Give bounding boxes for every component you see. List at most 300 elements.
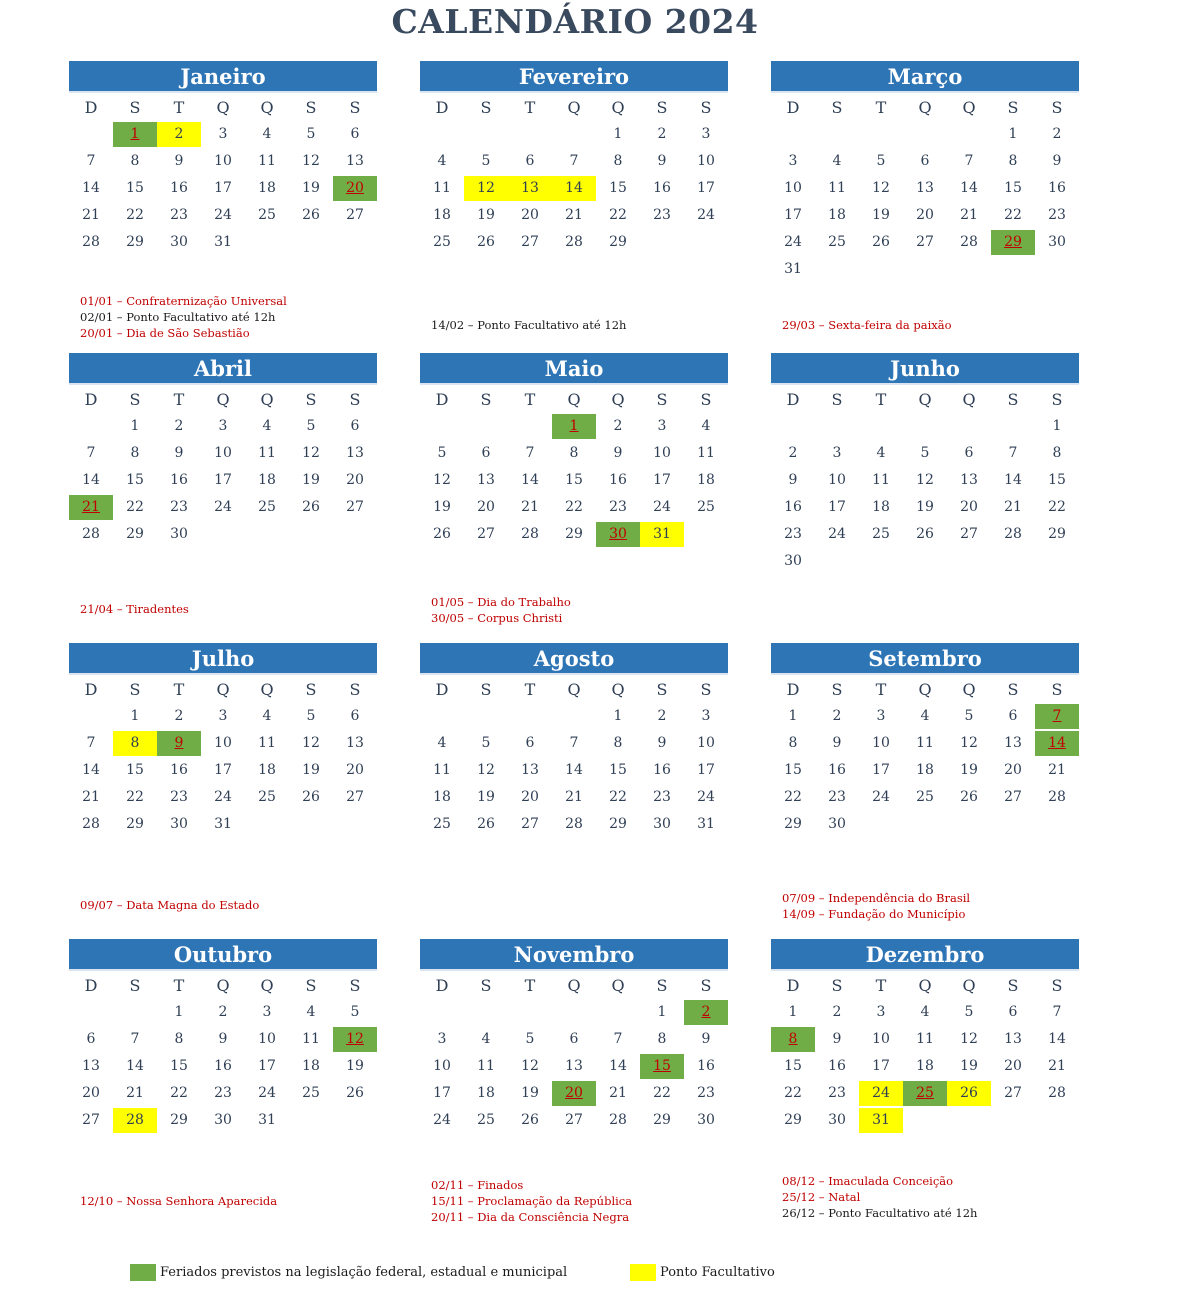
week-row [420,757,728,784]
day-cell: 28 [82,234,100,250]
day-cell: 19 [960,762,978,778]
weekday-label: Q [216,680,230,699]
day-cell: 27 [346,499,364,515]
weekday-label: T [173,680,185,699]
holiday-note: 14/02 – Ponto Facultativo até 12h [431,318,627,332]
holiday-note: 14/09 – Fundação do Município [782,907,966,921]
day-cell: 9 [788,472,798,488]
day-cell: 14 [126,1058,144,1074]
weekday-label: Q [918,680,932,699]
day-cell: 22 [565,499,583,515]
day-cell: 21 [521,499,539,515]
day-cell: 21 [565,789,583,805]
weekday-label: S [700,976,712,995]
empty-cell [289,522,333,547]
week-row [420,494,728,521]
empty-cell [859,812,903,837]
week-row [69,413,377,440]
day-cell: 5 [525,1031,535,1047]
day-cell: 27 [346,789,364,805]
day-cell: 27 [1004,1085,1022,1101]
day-cell: 14 [521,472,539,488]
day-cell: 16 [170,472,188,488]
weekday-header-row [69,386,377,413]
month-days [69,386,377,548]
day-cell: 17 [433,1085,451,1101]
day-cell: 29 [565,526,583,542]
day-cell: 23 [653,789,671,805]
day-cell: 7 [86,735,96,751]
day-cell: 4 [701,418,711,434]
week-row [420,521,728,548]
empty-cell [991,812,1035,837]
day-cell: 1 [130,708,140,724]
empty-cell [245,812,289,837]
holiday-day: 30 [596,522,640,547]
day-cell: 29 [784,816,802,832]
day-cell: 29 [126,234,144,250]
day-cell: 16 [697,1058,715,1074]
day-cell: 25 [258,789,276,805]
week-row [69,1107,377,1134]
weekday-label: Q [611,98,625,117]
day-cell: 9 [613,445,623,461]
day-cell: 28 [82,816,100,832]
day-cell: 25 [258,499,276,515]
holiday-day: 1 [113,122,157,147]
weekday-label: S [129,976,141,995]
day-cell: 20 [1004,1058,1022,1074]
empty-cell [903,549,947,574]
holiday-note: 07/09 – Independência do Brasil [782,891,971,905]
day-cell: 11 [302,1031,320,1047]
weekday-label: D [84,390,98,409]
weekday-label: S [129,680,141,699]
weekday-label: T [524,976,536,995]
day-cell: 8 [613,153,623,169]
week-row [771,494,1079,521]
day-cell: 10 [784,180,802,196]
week-row [420,1026,728,1053]
holiday-note: 08/12 – Imaculada Conceição [782,1174,954,1188]
month-days [420,676,728,838]
holiday-note: 01/05 – Dia do Trabalho [431,595,571,609]
empty-cell [815,257,859,282]
day-cell: 2 [218,1004,228,1020]
day-cell: 13 [565,1058,583,1074]
day-cell: 25 [477,1112,495,1128]
empty-cell [552,1000,596,1025]
week-row [771,440,1079,467]
holiday-day: 20 [333,176,377,201]
month-header: Dezembro [771,939,1079,969]
day-cell: 13 [916,180,934,196]
day-cell: 1 [788,1004,798,1020]
month-days [420,386,728,548]
empty-cell [596,1000,640,1025]
day-cell: 6 [525,153,535,169]
day-cell: 26 [916,526,934,542]
day-cell: 8 [657,1031,667,1047]
day-cell: 25 [697,499,715,515]
day-cell: 22 [1048,499,1066,515]
day-cell: 15 [609,180,627,196]
weekday-label: Q [567,390,581,409]
weekday-label: D [435,680,449,699]
weekday-label: Q [260,98,274,117]
week-row [771,730,1079,757]
weekday-label: Q [918,98,932,117]
week-row [771,121,1079,148]
day-cell: 1 [174,1004,184,1020]
month-header: Junho [771,353,1079,383]
day-cell: 22 [784,789,802,805]
week-row [69,202,377,229]
day-cell: 21 [565,207,583,223]
day-cell: 13 [1004,735,1022,751]
day-cell: 22 [609,207,627,223]
day-cell: 28 [960,234,978,250]
empty-cell [640,230,684,255]
holiday-day: 21 [69,495,113,520]
weekday-label: S [1007,98,1019,117]
day-cell: 29 [1048,526,1066,542]
weekday-label: D [435,390,449,409]
empty-cell [1035,1108,1079,1133]
weekday-label: D [786,390,800,409]
month-notes [782,890,1102,922]
holiday-note: 29/03 – Sexta-feira da paixão [782,318,952,332]
weekday-label: D [435,98,449,117]
weekday-label: D [84,976,98,995]
holiday-day: 9 [157,731,201,756]
day-cell: 22 [653,1085,671,1101]
month-junho [771,353,1079,575]
weekday-label: Q [567,680,581,699]
week-row [771,229,1079,256]
day-cell: 14 [82,762,100,778]
month-novembro [420,939,728,1134]
day-cell: 5 [964,708,974,724]
day-cell: 8 [569,445,579,461]
day-cell: 17 [258,1058,276,1074]
day-cell: 28 [1004,526,1022,542]
empty-cell [464,1000,508,1025]
day-cell: 15 [565,472,583,488]
day-cell: 18 [433,207,451,223]
weekday-header-row [420,94,728,121]
day-cell: 28 [609,1112,627,1128]
day-cell: 9 [832,735,842,751]
empty-cell [903,122,947,147]
month-header: Março [771,61,1079,91]
holiday-day: 7 [1035,704,1079,729]
week-row [771,256,1079,283]
month-notes [782,317,1102,333]
month-header: Julho [69,643,377,673]
day-cell: 31 [784,261,802,277]
day-cell: 23 [170,207,188,223]
day-cell: 5 [481,153,491,169]
holiday-note: 30/05 – Corpus Christi [431,611,563,625]
day-cell: 10 [433,1058,451,1074]
month-days [69,94,377,256]
weekday-label: Q [260,390,274,409]
empty-cell [684,522,728,547]
empty-cell [245,230,289,255]
day-cell: 11 [258,153,276,169]
month-header: Maio [420,353,728,383]
weekday-header-row [771,972,1079,999]
day-cell: 5 [306,418,316,434]
day-cell: 18 [916,762,934,778]
week-row [420,730,728,757]
day-cell: 17 [653,472,671,488]
optional-day: 8 [113,731,157,756]
day-cell: 2 [174,418,184,434]
day-cell: 2 [657,126,667,142]
week-row [420,1107,728,1134]
day-cell: 9 [1052,153,1062,169]
day-cell: 15 [1004,180,1022,196]
day-cell: 28 [1048,1085,1066,1101]
day-cell: 5 [306,126,316,142]
day-cell: 20 [82,1085,100,1101]
day-cell: 8 [1008,153,1018,169]
day-cell: 29 [784,1112,802,1128]
week-row [771,811,1079,838]
day-cell: 30 [697,1112,715,1128]
holiday-note: 12/10 – Nossa Senhora Aparecida [80,1194,278,1208]
weekday-label: S [305,680,317,699]
day-cell: 2 [832,708,842,724]
legend-ponto-label: Ponto Facultativo [660,1264,775,1280]
month-julho [69,643,377,838]
empty-cell [859,414,903,439]
week-row [771,548,1079,575]
day-cell: 4 [262,418,272,434]
weekday-label: S [831,98,843,117]
month-days [420,972,728,1134]
empty-cell [420,122,464,147]
day-cell: 24 [828,526,846,542]
day-cell: 15 [784,762,802,778]
empty-cell [947,549,991,574]
day-cell: 3 [262,1004,272,1020]
day-cell: 4 [876,445,886,461]
weekday-label: S [129,390,141,409]
day-cell: 16 [828,762,846,778]
month-days [771,94,1079,283]
day-cell: 22 [126,207,144,223]
empty-cell [991,414,1035,439]
day-cell: 12 [960,1031,978,1047]
day-cell: 3 [218,708,228,724]
day-cell: 19 [433,499,451,515]
day-cell: 19 [477,789,495,805]
day-cell: 4 [832,153,842,169]
weekday-label: T [875,680,887,699]
optional-day: 31 [640,522,684,547]
empty-cell [113,1000,157,1025]
day-cell: 7 [86,445,96,461]
day-cell: 18 [258,472,276,488]
holiday-day: 2 [684,1000,728,1025]
weekday-label: Q [918,390,932,409]
empty-cell [947,812,991,837]
empty-cell [201,522,245,547]
day-cell: 20 [521,207,539,223]
day-cell: 24 [697,207,715,223]
day-cell: 14 [82,180,100,196]
day-cell: 11 [872,472,890,488]
day-cell: 30 [828,816,846,832]
weekday-label: Q [611,680,625,699]
week-row [69,229,377,256]
day-cell: 22 [784,1085,802,1101]
empty-cell [991,1108,1035,1133]
day-cell: 20 [916,207,934,223]
day-cell: 6 [1008,708,1018,724]
weekday-label: Q [962,680,976,699]
empty-cell [903,257,947,282]
empty-cell [289,812,333,837]
empty-cell [420,1000,464,1025]
day-cell: 25 [302,1085,320,1101]
month-notes [80,293,400,341]
month-notes [80,601,400,617]
week-row [69,757,377,784]
day-cell: 11 [697,445,715,461]
day-cell: 11 [916,735,934,751]
day-cell: 16 [170,762,188,778]
day-cell: 12 [302,445,320,461]
weekday-label: S [349,98,361,117]
month-notes [431,1177,751,1225]
empty-cell [289,1108,333,1133]
day-cell: 19 [346,1058,364,1074]
day-cell: 19 [916,499,934,515]
day-cell: 17 [828,499,846,515]
day-cell: 18 [872,499,890,515]
day-cell: 6 [86,1031,96,1047]
day-cell: 18 [828,207,846,223]
month-header: Setembro [771,643,1079,673]
optional-day: 26 [947,1081,991,1106]
weekday-label: S [656,98,668,117]
week-row [69,784,377,811]
day-cell: 7 [86,153,96,169]
optional-day: 12 [464,176,508,201]
day-cell: 4 [920,708,930,724]
day-cell: 13 [477,472,495,488]
day-cell: 11 [433,180,451,196]
day-cell: 8 [130,153,140,169]
day-cell: 7 [569,153,579,169]
empty-cell [333,230,377,255]
day-cell: 8 [174,1031,184,1047]
weekday-label: S [700,390,712,409]
weekday-label: S [700,98,712,117]
day-cell: 17 [214,762,232,778]
weekday-header-row [420,972,728,999]
day-cell: 24 [433,1112,451,1128]
day-cell: 10 [214,153,232,169]
holiday-note: 01/01 – Confraternização Universal [80,294,287,308]
day-cell: 30 [170,234,188,250]
day-cell: 12 [302,735,320,751]
optional-day: 28 [113,1108,157,1133]
week-row [69,521,377,548]
week-row [771,148,1079,175]
day-cell: 5 [350,1004,360,1020]
week-row [69,175,377,202]
day-cell: 11 [258,735,276,751]
day-cell: 16 [653,762,671,778]
weekday-label: Q [216,976,230,995]
day-cell: 10 [697,735,715,751]
week-row [771,1080,1079,1107]
weekday-header-row [771,94,1079,121]
weekday-label: S [831,680,843,699]
day-cell: 26 [302,499,320,515]
day-cell: 7 [525,445,535,461]
weekday-label: S [656,390,668,409]
weekday-label: S [1051,390,1063,409]
month-header: Outubro [69,939,377,969]
day-cell: 26 [477,234,495,250]
day-cell: 25 [872,526,890,542]
day-cell: 31 [258,1112,276,1128]
week-row [420,703,728,730]
day-cell: 10 [653,445,671,461]
day-cell: 8 [130,445,140,461]
day-cell: 5 [920,445,930,461]
day-cell: 1 [1008,126,1018,142]
optional-day: 31 [859,1108,903,1133]
day-cell: 3 [788,153,798,169]
weekday-header-row [771,676,1079,703]
day-cell: 5 [964,1004,974,1020]
week-row [420,999,728,1026]
day-cell: 11 [433,762,451,778]
day-cell: 15 [126,762,144,778]
weekday-label: Q [216,98,230,117]
day-cell: 24 [214,207,232,223]
empty-cell [1035,257,1079,282]
weekday-label: S [305,98,317,117]
empty-cell [464,414,508,439]
day-cell: 3 [437,1031,447,1047]
day-cell: 6 [920,153,930,169]
week-row [771,521,1079,548]
day-cell: 30 [170,816,188,832]
day-cell: 19 [960,1058,978,1074]
day-cell: 4 [262,708,272,724]
month-days [420,94,728,256]
day-cell: 19 [302,472,320,488]
day-cell: 6 [350,418,360,434]
weekday-label: T [875,98,887,117]
month-days [771,676,1079,838]
day-cell: 6 [350,126,360,142]
empty-cell [333,522,377,547]
day-cell: 10 [258,1031,276,1047]
day-cell: 3 [218,418,228,434]
month-days [69,676,377,838]
week-row [771,999,1079,1026]
empty-cell [333,812,377,837]
